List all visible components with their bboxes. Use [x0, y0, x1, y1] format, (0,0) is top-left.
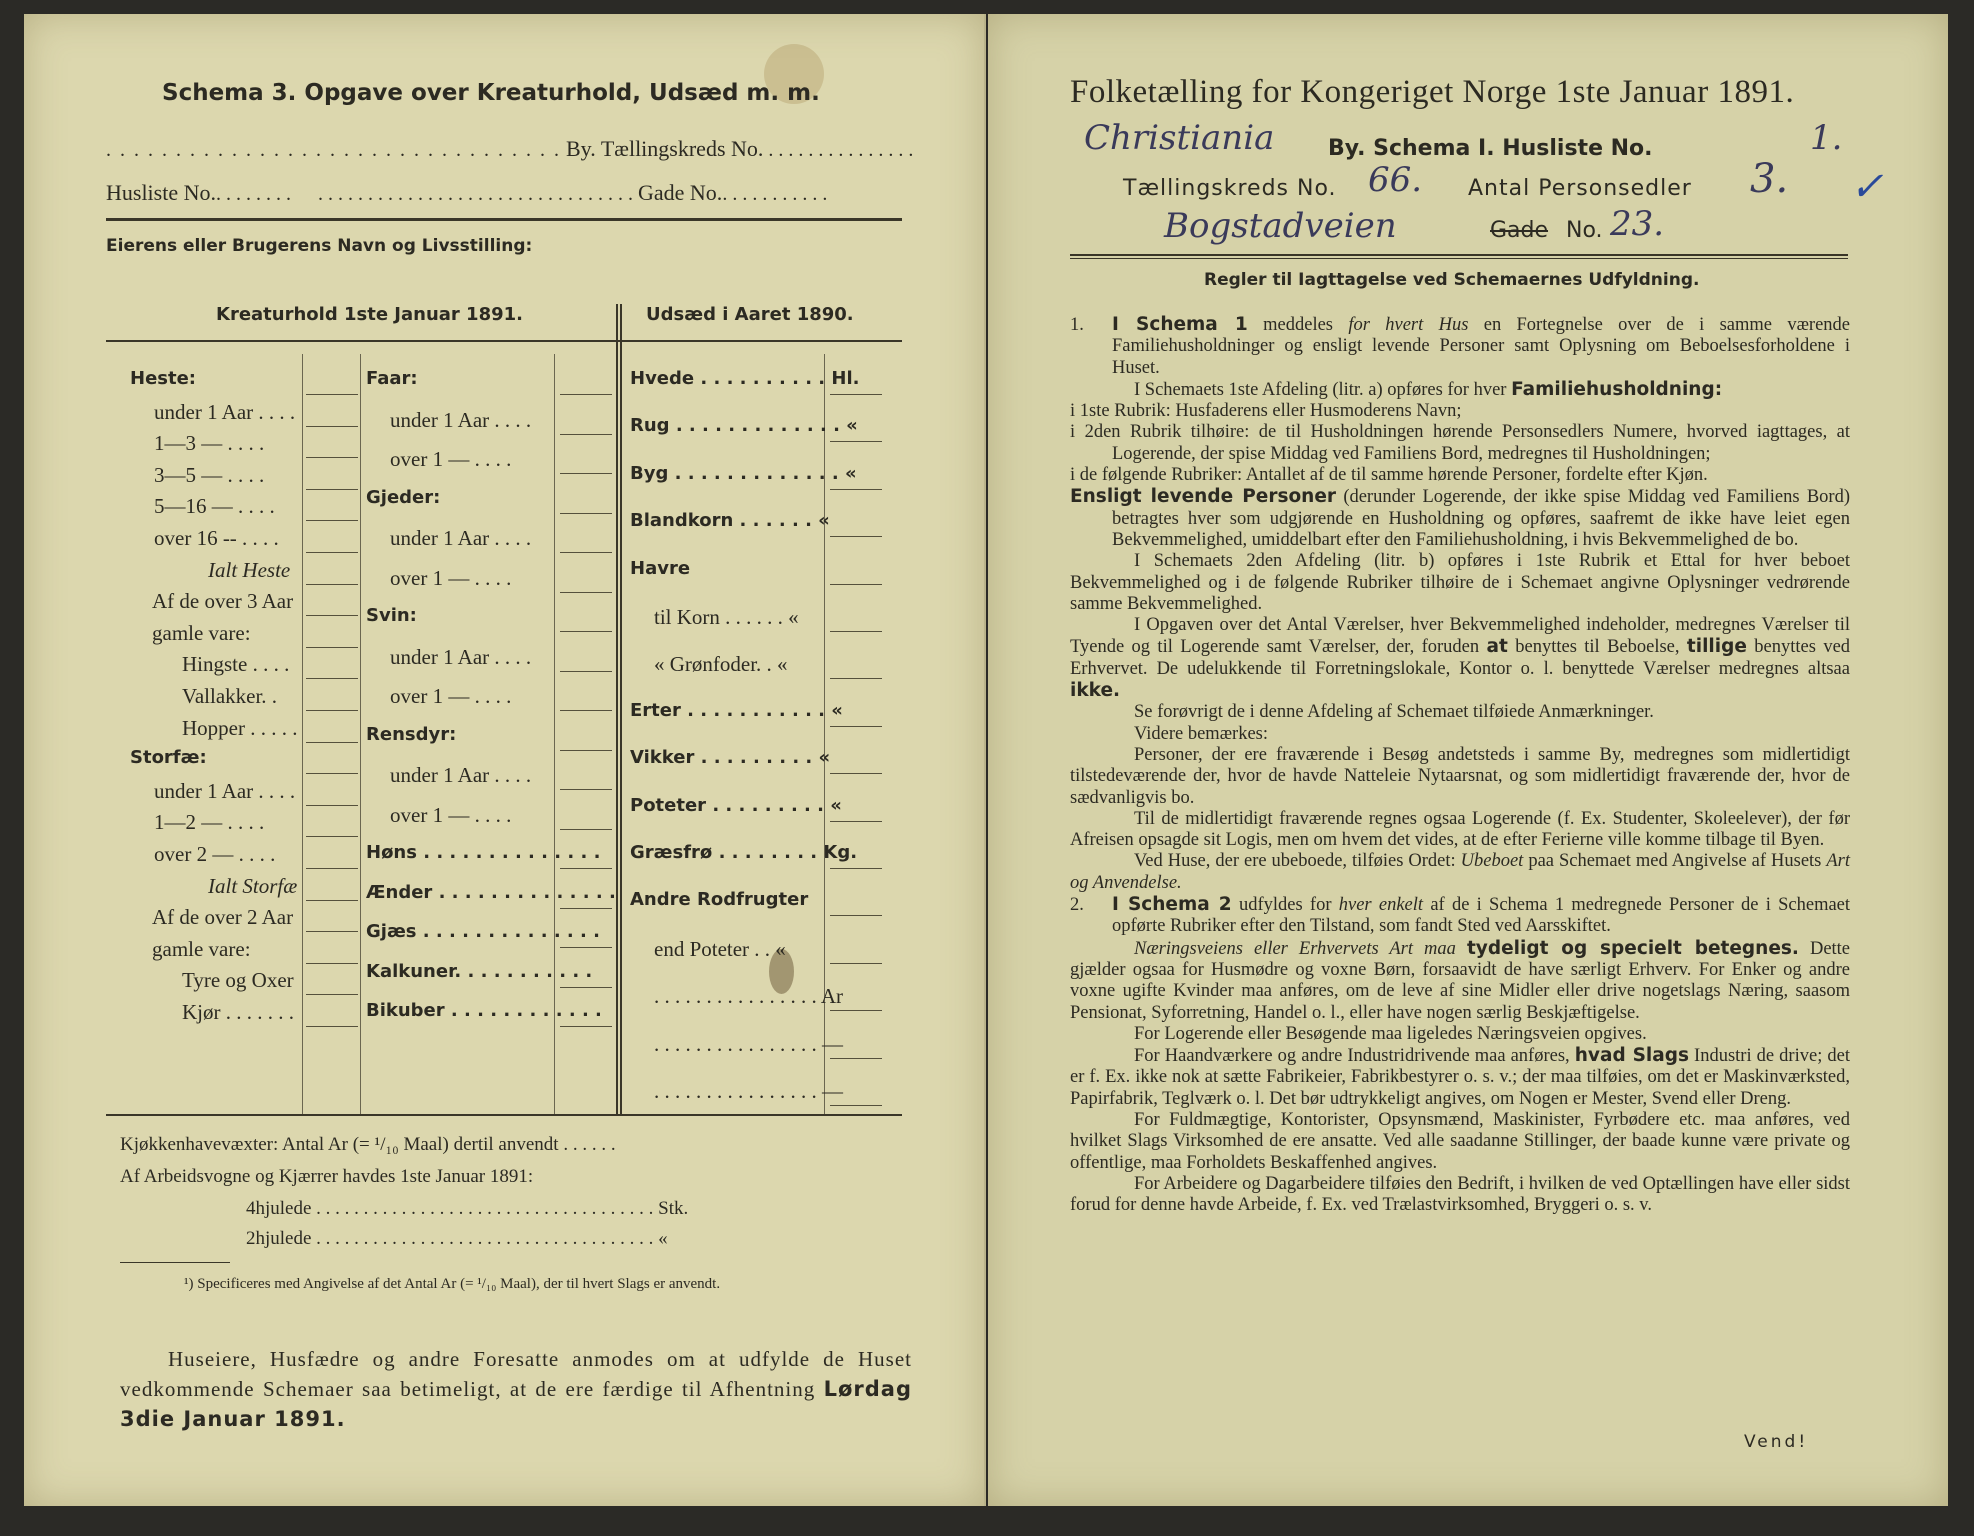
form-label: Gjæs . . . . . . . . . . . . . .	[366, 921, 600, 942]
entry-field[interactable]	[560, 710, 612, 711]
form-label: over 1 — . . . .	[390, 565, 512, 590]
entry-field[interactable]	[560, 631, 612, 632]
entry-field[interactable]	[830, 678, 882, 679]
entry-field[interactable]	[306, 584, 358, 585]
form-label: « Grønfoder. . «	[654, 652, 788, 677]
four-wheel-line: 4hjulede . . . . . . . . . . . . . . . . . . . . . . . . . . . . . . . . . . . . Stk.	[246, 1198, 689, 1219]
entry-field[interactable]	[830, 868, 882, 869]
krets-handwritten: 66.	[1368, 160, 1423, 200]
entry-field[interactable]	[830, 963, 882, 964]
section-divider-1	[616, 304, 618, 1114]
entry-field[interactable]	[830, 773, 882, 774]
entry-field[interactable]	[830, 821, 882, 822]
by-line: . . . . . . . . . . . . . . . . . . . . . . . . . . . . . . . . . By. Tællingskreds No. . . . . . . . . . . . . . . .	[106, 136, 914, 161]
entry-field[interactable]	[560, 908, 612, 909]
entry-field[interactable]	[830, 726, 882, 727]
entry-field[interactable]	[830, 1010, 882, 1011]
form-label: Ænder . . . . . . . . . . . . . .	[366, 881, 616, 903]
entry-field[interactable]	[306, 836, 358, 837]
form-label: Erter . . . . . . . . . . . «	[630, 699, 843, 721]
header-rule-2	[1070, 258, 1848, 259]
entry-field[interactable]	[830, 584, 882, 585]
entry-field[interactable]	[560, 1026, 612, 1027]
form-label: Bikuber . . . . . . . . . . . .	[366, 1000, 602, 1021]
seed-header: Udsæd i Aaret 1890.	[646, 304, 854, 325]
form-label: 5—16 — . . . .	[154, 494, 275, 519]
kitchen-garden-line: Kjøkkenhavevæxter: Antal Ar (= ¹/₁₀ Maal) dertil anvendt . . . . . .	[120, 1134, 616, 1155]
form-label: Af de over 3 Aar	[152, 589, 294, 614]
form-label: Heste:	[130, 368, 196, 389]
form-label: Svin:	[366, 605, 417, 626]
entry-field[interactable]	[560, 592, 612, 593]
form-label: . . . . . . . . . . . . . . . . Ar	[654, 984, 843, 1009]
entry-field[interactable]	[306, 552, 358, 553]
left-page-schema-3	[24, 14, 986, 1506]
form-label: Vikker . . . . . . . . . «	[630, 747, 831, 769]
krets-label: Tællingskreds No.	[1123, 176, 1337, 201]
owner-label: Eierens eller Brugerens Navn og Livsstilling:	[106, 236, 533, 256]
form-label: end Poteter . . «	[654, 936, 786, 961]
husliste-gade-line: Husliste No.. . . . . . . . . . . . . . . . . . . . . . . . . . . . . . . . . . . . . . . . Gade No.. . . . . . . . . . .	[106, 180, 828, 205]
form-label: under 1 Aar . . . .	[154, 778, 296, 803]
grid-line	[360, 354, 361, 1114]
gade-label: Gade	[1490, 218, 1549, 243]
form-label: . . . . . . . . . . . . . . . . —	[654, 1079, 843, 1103]
form-label: gamle vare:	[152, 620, 251, 645]
number-handwritten: 23.	[1610, 204, 1665, 244]
entry-field[interactable]	[306, 615, 358, 616]
form-label: 1—2 — . . . .	[154, 810, 265, 835]
entry-field[interactable]	[830, 441, 882, 442]
table-top-rule	[106, 340, 902, 342]
entry-field[interactable]	[830, 536, 882, 537]
form-label: over 1 — . . . .	[390, 447, 512, 471]
entry-field[interactable]	[560, 789, 612, 790]
form-label: 1—3 — . . . .	[154, 431, 265, 456]
form-label: Havre	[630, 557, 691, 579]
form-label: Ialt Heste	[208, 557, 291, 582]
form-label: Vallakker. .	[182, 684, 278, 708]
form-label: Hvede . . . . . . . . . . Hl.	[630, 368, 860, 389]
form-label: Tyre og Oxer	[182, 968, 294, 993]
entry-field[interactable]	[560, 987, 612, 988]
entry-field[interactable]	[560, 868, 612, 869]
footnote: ¹) Specificeres med Angivelse af det Antal Ar (= ¹/₁₀ Maal), der til hvert Slags er anvendt.	[184, 1276, 721, 1292]
husliste-handwritten: 1.	[1810, 118, 1843, 158]
entry-field[interactable]	[560, 750, 612, 751]
city-handwritten: Christiania	[1084, 118, 1275, 158]
entry-field[interactable]	[306, 963, 358, 964]
entry-field[interactable]	[306, 931, 358, 932]
form-label: under 1 Aar . . . .	[390, 763, 532, 787]
form-label: gamle vare:	[152, 936, 251, 961]
form-label: Af de over 2 Aar	[152, 905, 294, 930]
form-label: 3—5 — . . . .	[154, 462, 265, 487]
no-label: No.	[1566, 218, 1603, 243]
form-label: Rug . . . . . . . . . . . . . «	[630, 415, 858, 437]
entry-field[interactable]	[560, 473, 612, 474]
entry-field[interactable]	[306, 678, 358, 679]
form-label: under 1 Aar . . . .	[390, 526, 532, 550]
entry-field[interactable]	[306, 868, 358, 869]
form-label: . . . . . . . . . . . . . . . . —	[654, 1031, 843, 1056]
form-label: Byg . . . . . . . . . . . . . «	[630, 462, 857, 484]
entry-field[interactable]	[306, 394, 358, 395]
form-label: under 1 Aar . . . .	[154, 399, 296, 424]
entry-field[interactable]	[306, 994, 358, 995]
entry-field[interactable]	[306, 426, 358, 427]
by-schema-label: By. Schema I. Husliste No.	[1328, 136, 1653, 161]
antal-label: Antal Personsedler	[1468, 176, 1692, 201]
entry-field[interactable]	[560, 434, 612, 435]
entry-field[interactable]	[306, 457, 358, 458]
form-label: over 2 — . . . .	[154, 842, 276, 866]
entry-field[interactable]	[830, 489, 882, 490]
form-label: Storfæ:	[130, 747, 207, 769]
street-handwritten: Bogstadveien	[1164, 206, 1397, 246]
left-title: Schema 3. Opgave over Kreaturhold, Udsæd m. m.	[162, 80, 820, 106]
livestock-header: Kreaturhold 1ste Januar 1891.	[216, 304, 523, 325]
form-label: Hingste . . . .	[182, 652, 290, 677]
entry-field[interactable]	[306, 900, 358, 901]
form-label: over 1 — . . . .	[390, 684, 512, 708]
form-label: Andre Rodfrugter	[630, 889, 809, 911]
form-label: under 1 Aar . . . .	[390, 644, 532, 669]
rules-body: 1. I Schema 1 meddeles for hvert Hus en Fortegnelse over de i samme værende Familiehusholdninger og ensligt levende Personer samt Oplysning om Beboelsesforholdene i Huset. I Schemaets 1ste Afdeling (litr. a) opføres for hver Familiehusholdning: i 1ste Rubrik: Husfaderens eller Husmoderens Navn; i 2den Rubrik tilhøire: de til Husholdningen hørende Personsedlers Numere, hvorved iagttages, at Logerende, der spise Middag ved Familiens Bord, medregnes til Husholdningen; i de følgende Rubriker: Antallet af de til samme hørende Personer, fordelte efter Kjøn. Ensligt levende Personer (derunder Logerende, der ikke spise Middag ved Familiens Bord) betragtes hver som udgjørende en Husholdning og opføres, saafremt de ikke have leiet egen Bekvemmelighed, umiddelbart efter den Familiehusholdning, i hvis Bekvemmelighed de bo. I Schemaets 2den Afdeling (litr. b) opføres i 1ste Rubrik et Ettal for hver beboet Bekvemmelighed og i de følgende Rubriker tilhøire de i Schemaet angivne Oplysninger vedrørende samme Bekvemmelighed. I Opgaven over det Antal Værelser, hver Bekvemmelighed indeholder, medregnes Værelser til Tyende og til Logerende samt Værelser, der, foruden at benyttes til Beboelse, tillige benyttes ved Erhvervet. De udelukkende til Forretningslokale, Kontor o. l. benyttede Værelser medregnes altsaa ikke. Se forøvrigt de i denne Afdeling af Schemaet tilføiede Anmærkninger. Videre bemærkes: Personer, der ere fraværende i Besøg andetsteds i samme By, medregnes som midlertidigt tilstedeværende der, hvor de havde Natteleie Nytaarsnat, og som midlertidigt fraværende der, hvor de sædvanligvis bo. Til de midlertidigt fraværende regnes ogsaa Logerende (f. Ex. Studenter, Skoleelever), der før Afreisen opsagde sit Logis, men om hvem det vides, at de efter Ferierne ville komme tilbage til Byen. Ved Huse, der ere ubeboede, tilføies Ordet: Ubeboet paa Schemaet med Angivelse af Husets Art og Anvendelse. 2. I Schema 2 udfyldes for hver enkelt af de i Schema 1 medregnede Personer de i Schemaet opførte Rubriker efter den Tilstand, som fandt Sted ved Aarsskiftet. Næringsveiens eller Erhvervets Art maa tydeligt og specielt betegnes. Dette gjælder ogsaa for Husmødre og voxne Børn, forsaavidt de have særligt Erhverv. For Enker og andre voxne ugifte Kvinder maa anføres, om de leve af sine Midler eller drive nogetslags Næring, saasom Pensionat, Syforretning, Handel o. l., eller have nogen særlig Beskjæftigelse. For Logerende eller Besøgende maa ligeledes Næringsveien opgives. For Haandværkere og andre Industridrivende maa anføres, hvad Slags Industri de drive; det er f. Ex. ikke nok at sætte Fabrikeier, Fabrikbestyrer o. s. v.; der maa tilføies, om det er Maskinværksted, Papirfabrik, Teglværk o. l. Det bør udtrykkeligt angives, om Nogen er Mester, Svend eller Dreng. For Fuldmægtige, Kontorister, Opsynsmænd, Maskinister, Fyrbødere etc. maa anføres, ved hvilket Slags Virksomhed de ere ansatte. Ved alle saadanne Stillinger, der baade kunne være private og offentlige, maa Forholdets Beskaffenhed angives. For Arbeidere og Dagarbeidere tilføies den Bedrift, i hvilken de ved Optællingen have eller sidst forud for denne havde Arbeide, f. Ex. ved Trælastvirksomhed, Bryggeri o. s. v.	[1070, 314, 1851, 1216]
form-label: over 16 -- . . . .	[154, 526, 279, 550]
entry-field[interactable]	[830, 394, 882, 395]
entry-field[interactable]	[830, 631, 882, 632]
divider	[106, 218, 902, 221]
entry-field[interactable]	[560, 671, 612, 672]
grid-line	[302, 354, 303, 1114]
section-divider-2	[620, 304, 622, 1114]
entry-field[interactable]	[306, 647, 358, 648]
form-label: Ialt Storfæ	[208, 873, 298, 898]
entry-field[interactable]	[306, 805, 358, 806]
form-label: Poteter . . . . . . . . . «	[630, 794, 842, 816]
form-label: Rensdyr:	[366, 723, 457, 745]
vend-label: Vend!	[1744, 1432, 1809, 1452]
form-label: Kjør . . . . . . .	[182, 1000, 294, 1024]
rules-title: Regler til Iagttagelse ved Schemaernes Udfyldning.	[1204, 270, 1700, 290]
entry-field[interactable]	[306, 489, 358, 490]
table-bottom-rule	[106, 1114, 902, 1116]
wagons-line: Af Arbeidsvogne og Kjærrer havdes 1ste Januar 1891:	[120, 1166, 534, 1187]
entry-field[interactable]	[830, 915, 882, 916]
form-label: Hopper . . . . .	[182, 715, 298, 740]
antal-handwritten: 3.	[1750, 156, 1789, 202]
form-label: til Korn . . . . . . «	[654, 605, 799, 629]
form-label: under 1 Aar . . . .	[390, 407, 532, 432]
form-label: Faar:	[366, 368, 418, 389]
right-title: Folketælling for Kongeriget Norge 1ste Januar 1891.	[1070, 74, 1795, 110]
entry-field[interactable]	[306, 520, 358, 521]
header-rule	[1070, 254, 1848, 256]
footnote-rule	[120, 1262, 230, 1263]
form-label: Græsfrø . . . . . . . . Kg.	[630, 842, 858, 863]
entry-field[interactable]	[830, 1105, 882, 1106]
entry-field[interactable]	[560, 394, 612, 395]
form-label: Høns . . . . . . . . . . . . . .	[366, 842, 601, 863]
two-wheel-line: 2hjulede . . . . . . . . . . . . . . . . . . . . . . . . . . . . . . . . . . . . «	[246, 1228, 668, 1249]
form-label: Kalkuner. . . . . . . . . . .	[366, 960, 593, 982]
form-label: Gjeder:	[366, 486, 441, 508]
closing-paragraph: Huseiere, Husfædre og andre Foresatte anmodes om at udfylde de Huset vedkommende Schemaer saa betimeligt, at de ere færdige til Afhentning Lørdag 3die Januar 1891.	[120, 1347, 913, 1431]
entry-field[interactable]	[560, 947, 612, 948]
check-mark: ✓	[1850, 164, 1884, 210]
entry-field[interactable]	[306, 710, 358, 711]
form-label: Blandkorn . . . . . . «	[630, 510, 830, 532]
entry-field[interactable]	[830, 1058, 882, 1059]
entry-field[interactable]	[306, 773, 358, 774]
entry-field[interactable]	[560, 513, 612, 514]
right-page-schema-1	[988, 14, 1948, 1506]
entry-field[interactable]	[306, 742, 358, 743]
entry-field[interactable]	[560, 552, 612, 553]
form-label: over 1 — . . . .	[390, 802, 512, 827]
entry-field[interactable]	[560, 829, 612, 830]
entry-field[interactable]	[306, 1026, 358, 1027]
